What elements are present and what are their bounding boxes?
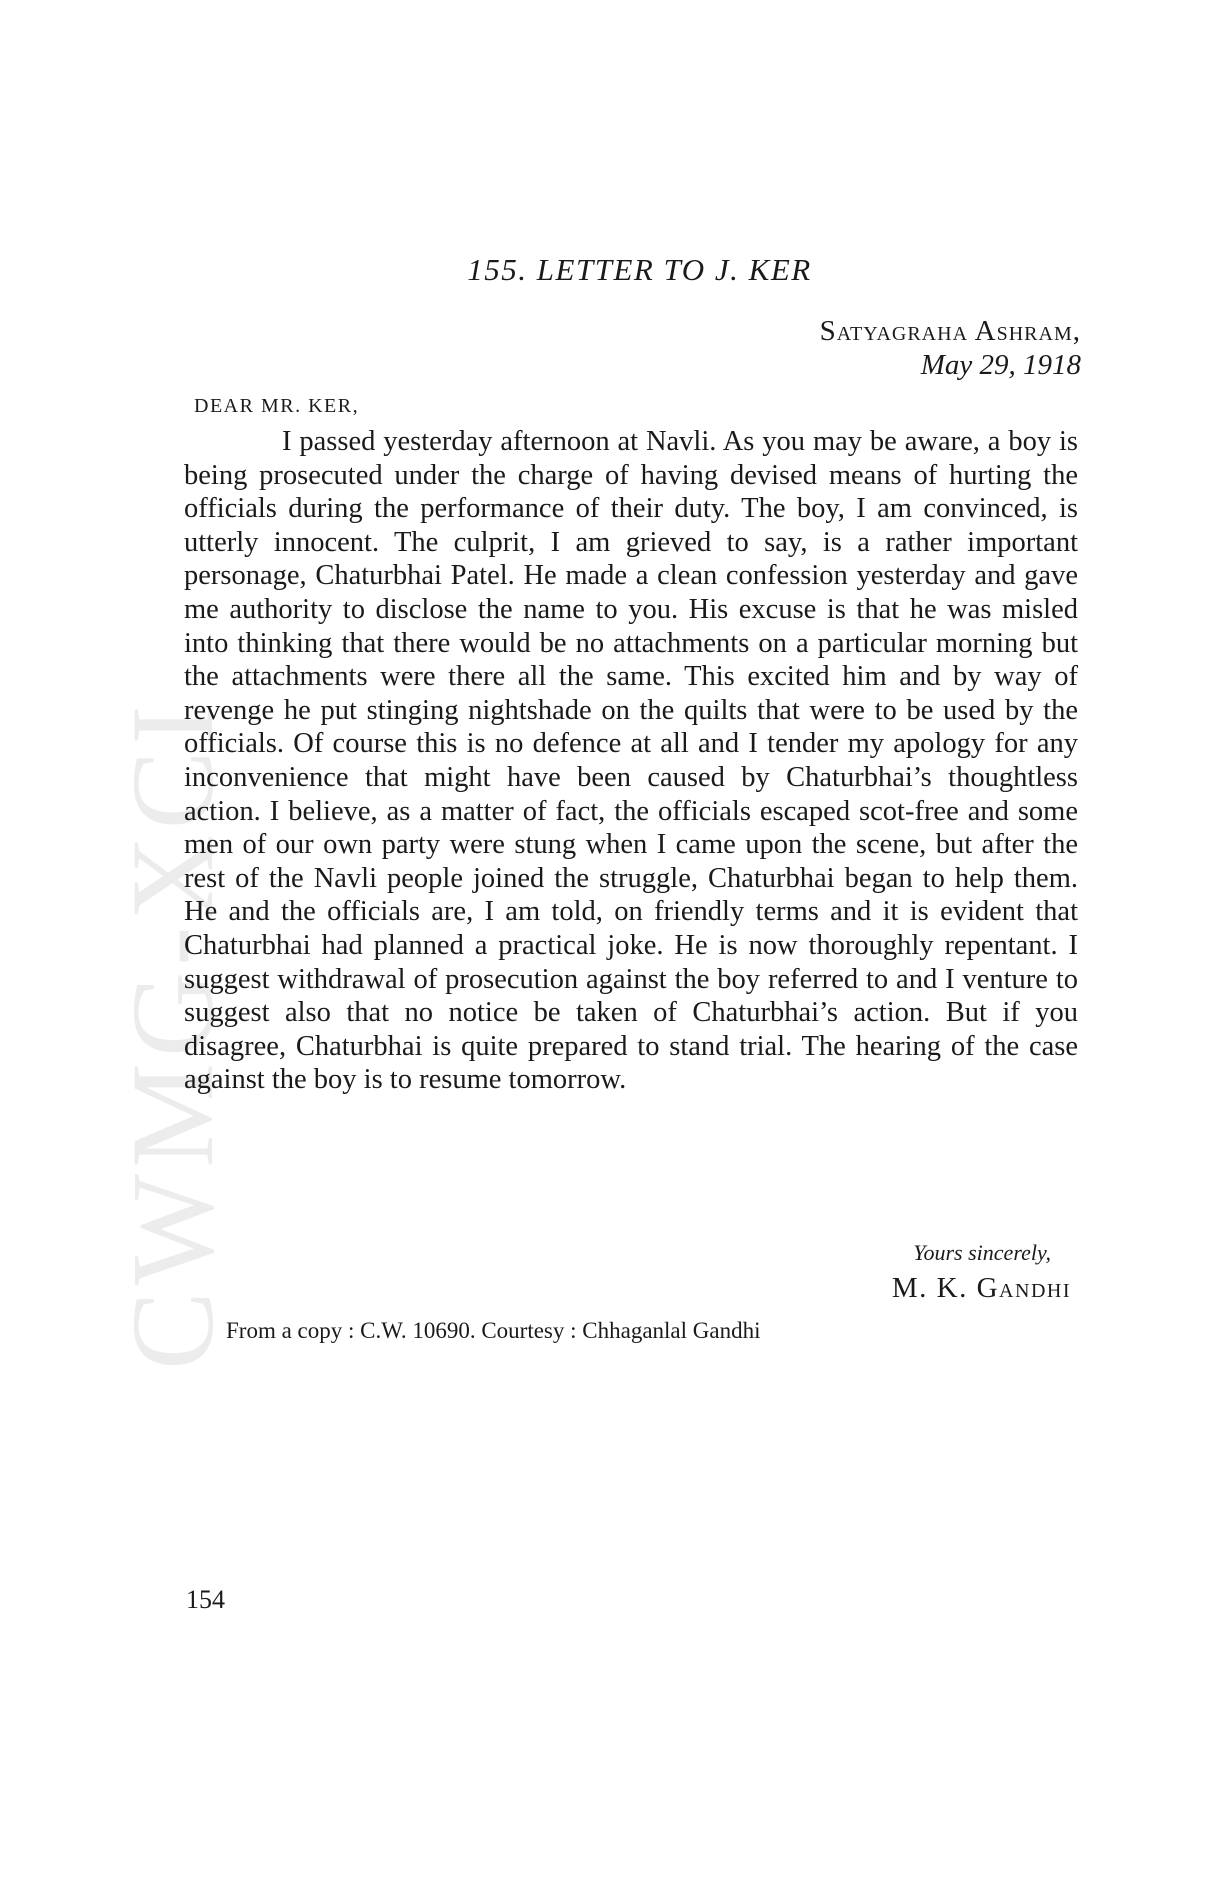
letter-heading: 155. LETTER TO J. KER (467, 252, 812, 287)
signature: M. K. Gandhi (891, 1272, 1071, 1304)
watermark: CWMG-XCI (107, 699, 238, 1370)
page-number: 154 (186, 1585, 225, 1614)
letter-body: I passed yesterday afternoon at Navli. As you may be aware, a boy is being prosecuted under the charge of having devised means of hurting the officials during the performance of their duty. The boy, I am convinced, is utterly innocent. The culprit, I am grieved to say, is a rather important personage, Chaturbhai Patel. He made a clean confession yesterday and gave me authority to disclose the name to you. His excuse is that he was misled into thinking that there would be no attachments on a particular morning but the attachments were there all the same. This excited him and by way of revenge he put stinging nightshade on the quilts that were to be used by the officials. Of course this is no defence at all and I tender my apology for any inconvenience that might have been caused by Chaturbhai’s thoughtless action. I believe, as a matter of fact, the officials escaped scot-free and some men of our own party were stung when I came upon the scene, but after the rest of the Navli people joined the struggle, Chaturbhai began to help them. He and the officials are, I am told, on friendly terms and it is evident that Chaturbhai had planned a practical joke. He is now thoroughly repentant. I suggest withdrawal of prosecution against the boy referred to and I venture to suggest also that no notice be taken of Chaturbhai’s action. But if you disagree, Chaturbhai is quite prepared to stand trial. The hearing of the case against the boy is to resume tomorrow. (184, 426, 1078, 1096)
source-note: From a copy : C.W. 10690. Courtesy : Chhaganlal Gandhi (226, 1318, 761, 1343)
salutation: DEAR MR. KER, (194, 395, 360, 417)
letter-date: May 29, 1918 (920, 349, 1081, 381)
sender-address: Satyagraha Ashram, (819, 315, 1081, 347)
closing: Yours sincerely, (913, 1240, 1051, 1265)
